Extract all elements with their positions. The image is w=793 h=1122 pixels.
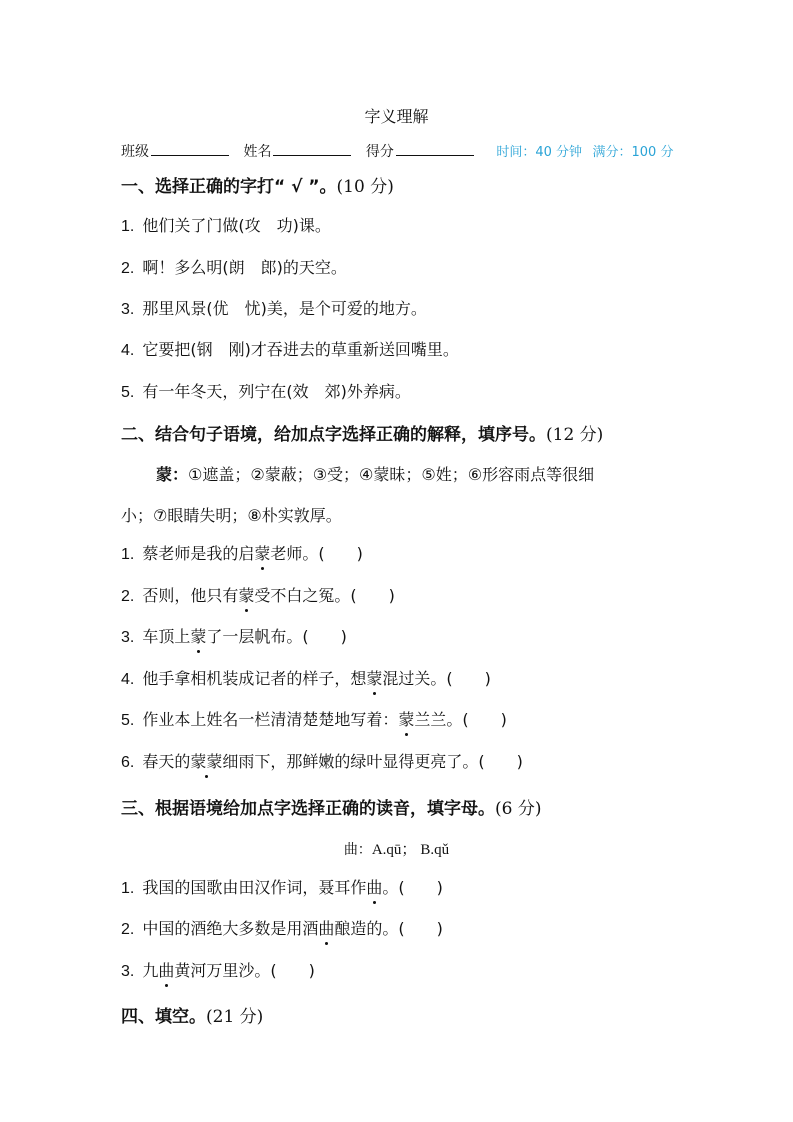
section-4-title: 四、填空。: [121, 1007, 206, 1027]
dotted-char: 蒙: [190, 624, 206, 647]
section-1-title: 一、选择正确的字打“ √ ”。: [121, 177, 337, 197]
option-b: B.qǔ: [420, 842, 450, 858]
list-item: 2. 啊！多么明(朗 郎)的天空。: [121, 258, 347, 277]
section-2-heading: [121, 420, 603, 445]
class-label: 班级: [121, 144, 149, 160]
list-item: 1. 蔡老师是我的启蒙老师。( ): [121, 541, 363, 564]
page-title: 字义理解: [364, 107, 429, 126]
dotted-char: 曲: [366, 875, 382, 898]
dotted-char: 蒙: [366, 666, 382, 689]
dotted-char: 蒙蒙: [190, 749, 222, 772]
list-item: 4. 他手拿相机装成记者的样子，想蒙混过关。( ): [121, 666, 491, 689]
class-blank: [151, 141, 229, 156]
list-item: 3. 九曲黄河万里沙。( ): [121, 958, 315, 981]
section-2-title: 二、结合句子语境，给加点字选择正确的解释，填序号。: [121, 425, 546, 445]
score-blank: [396, 141, 474, 156]
list-item: 2. 中国的酒绝大多数是用酒曲酿造的。( ): [121, 916, 443, 939]
section-3-title: 三、根据语境给加点字选择正确的读音，填字母。: [121, 799, 495, 819]
name-label: 姓名: [243, 144, 272, 160]
dotted-char: 蒙: [398, 707, 414, 730]
list-item: 1. 他们关了门做(攻 功)课。: [121, 216, 331, 235]
option-a: A.qū；: [371, 842, 417, 858]
section-4-points: (21 分): [206, 1007, 264, 1027]
dotted-char: 曲: [158, 958, 174, 981]
list-item: 6. 春天的蒙蒙细雨下，那鲜嫩的绿叶显得更亮了。( ): [121, 749, 523, 772]
info-line: [121, 141, 673, 161]
list-item: 4. 它要把(钢 刚)才吞进去的草重新送回嘴里。: [121, 340, 459, 359]
pronunciation-word: 曲：: [343, 842, 372, 858]
time-info: 时间：40 分钟: [496, 145, 583, 160]
definition-line-2: 小；⑦眼睛失明；⑧朴实敦厚。: [121, 506, 342, 525]
definition-line-1: 蒙：①遮盖；②蒙蔽；③受；④蒙昧；⑤姓；⑥形容雨点等很细: [156, 465, 595, 484]
list-item: 3. 车顶上蒙了一层帆布。( ): [121, 624, 347, 647]
list-item: 5. 作业本上姓名一栏清清楚楚地写着：蒙兰兰。( ): [121, 707, 507, 730]
name-blank: [273, 141, 351, 156]
section-4-heading: [121, 1002, 263, 1027]
full-score-info: 满分：100 分: [592, 145, 674, 160]
score-label: 得分: [365, 144, 394, 160]
definition-word: 蒙：: [156, 465, 189, 484]
dotted-char: 曲: [318, 916, 334, 939]
section-2-points: (12 分): [546, 425, 604, 445]
pronunciation-options: [0, 838, 793, 859]
section-1-heading: [121, 172, 394, 197]
dotted-char: 蒙: [238, 583, 254, 606]
list-item: 5. 有一年冬天，列宁在(效 郊)外养病。: [121, 382, 411, 401]
list-item: 2. 否则，他只有蒙受不白之冤。( ): [121, 583, 395, 606]
section-1-points: (10 分): [336, 177, 394, 197]
list-item: 3. 那里风景(优 忧)美，是个可爱的地方。: [121, 299, 427, 318]
section-3-points: (6 分): [495, 799, 542, 819]
section-3-heading: [121, 794, 541, 819]
dotted-char: 蒙: [254, 541, 270, 564]
list-item: 1. 我国的国歌由田汉作词，聂耳作曲。( ): [121, 875, 443, 898]
